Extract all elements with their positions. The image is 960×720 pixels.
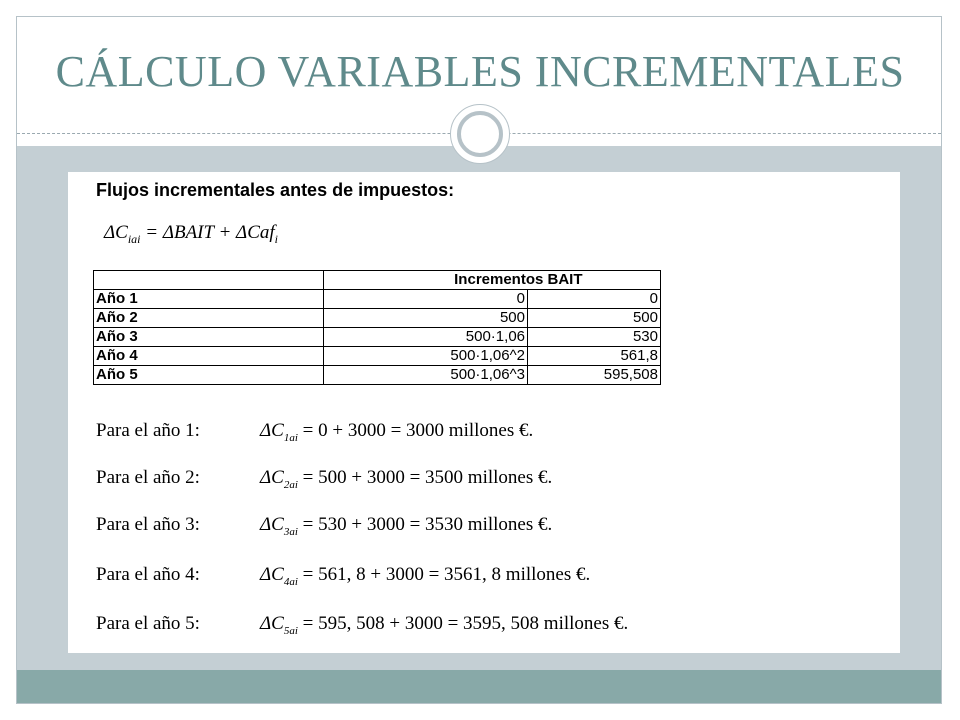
- table-cell: 500: [324, 309, 528, 328]
- equation-symbol: ΔC: [260, 467, 284, 488]
- equation-sub: 4ai: [283, 575, 298, 588]
- equation-label: Para el año 1:: [96, 420, 200, 441]
- table-header-cell: [324, 271, 583, 290]
- table-cell: 0: [324, 290, 528, 309]
- equation-symbol: ΔC: [260, 514, 284, 535]
- equation-symbol: ΔC: [260, 420, 284, 441]
- divider-ring-inner: [457, 111, 503, 157]
- table-cell: 500: [528, 309, 661, 328]
- table-cell: 500·1,06^2: [324, 347, 528, 366]
- equation-sub: 2ai: [283, 478, 298, 491]
- formula-rest-sub: i: [274, 231, 279, 246]
- table-cell: Año 2: [94, 309, 324, 328]
- table-cell: Año 4: [94, 347, 324, 366]
- table-cell: 0: [528, 290, 661, 309]
- table-row: [94, 309, 661, 328]
- table-header-row: [94, 271, 661, 290]
- table-cell: 595,508: [528, 366, 661, 385]
- equation-rhs: = 561, 8 + 3000 = 3561, 8 millones €.: [297, 564, 591, 585]
- equation-sub: 5ai: [283, 624, 298, 637]
- equation-rhs: = 595, 508 + 3000 = 3595, 508 millones €.: [297, 613, 629, 634]
- slide-title: CÁLCULO VARIABLES INCREMENTALES: [55, 47, 905, 96]
- table-cell: 500·1,06^3: [324, 366, 528, 385]
- table-cell: Año 5: [94, 366, 324, 385]
- equation-rhs: = 0 + 3000 = 3000 millones €.: [297, 420, 534, 441]
- formula-delta: ΔC: [104, 222, 128, 243]
- table-cell: Año 3: [94, 328, 324, 347]
- table-header-cell: [94, 271, 324, 290]
- formula-sub: iai: [127, 231, 141, 246]
- equation-rhs: = 500 + 3000 = 3500 millones €.: [297, 467, 553, 488]
- equation-rhs: = 530 + 3000 = 3530 millones €.: [297, 514, 553, 535]
- equation-year-1: [96, 420, 533, 444]
- section-heading: Flujos incrementales antes de impuestos:: [96, 180, 455, 200]
- equation-label: Para el año 2:: [96, 467, 200, 488]
- formula-rest: = ΔBAIT + ΔCaf: [140, 222, 275, 243]
- equation-sub: 1ai: [283, 431, 298, 444]
- table-cell: 561,8: [528, 347, 661, 366]
- table-cell: Año 1: [94, 290, 324, 309]
- equation-sub: 3ai: [283, 525, 298, 538]
- table-row: [94, 366, 661, 385]
- main-formula: [104, 222, 278, 247]
- equation-year-4: [96, 564, 590, 588]
- bait-table: [93, 270, 661, 385]
- footer-band: [17, 670, 941, 703]
- table-cell: 530: [528, 328, 661, 347]
- equation-symbol: ΔC: [260, 564, 284, 585]
- equation-label: Para el año 4:: [96, 564, 200, 585]
- table-row: [94, 328, 661, 347]
- equation-symbol: ΔC: [260, 613, 284, 634]
- table-row: [94, 347, 661, 366]
- equation-year-2: [96, 467, 552, 491]
- table-row: [94, 290, 661, 309]
- table-cell: 500·1,06: [324, 328, 528, 347]
- equation-year-3: [96, 514, 552, 538]
- table-header-label: Incrementos BAIT: [454, 271, 583, 288]
- equation-year-5: [96, 613, 628, 637]
- equation-label: Para el año 5:: [96, 613, 200, 634]
- equation-label: Para el año 3:: [96, 514, 200, 535]
